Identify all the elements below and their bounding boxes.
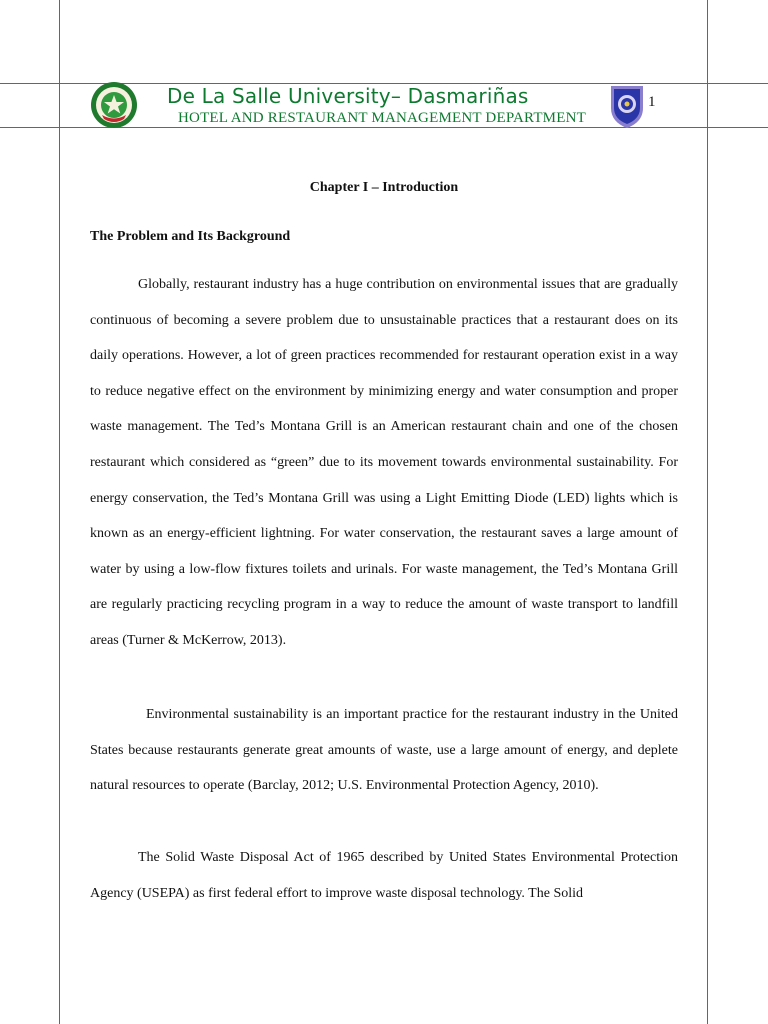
university-name: De La Salle University– Dasmariñas [167,84,529,108]
right-margin-line [707,0,708,1024]
department-shield-icon [608,82,646,130]
body-paragraph-1: Globally, restaurant industry has a huge contribution on environmental issues that are gradually continuous of becoming a severe problem due to unsustainable practices that a restaurant does on its daily operations. However, a lot of green practices recommended for restaurant operation exist in a way to reduce negative effect on the environment by minimizing energy and water consumption and proper waste management. The Ted’s Montana Grill is an American restaurant chain and one of the chosen restaurant which considered as “green” due to its movement towards environmental sustainability. For energy conservation, the Ted’s Montana Grill was using a Light Emitting Diode (LED) lights which is known as an energy-efficient lightning. For water conservation, the restaurant saves a large amount of water by using a low-flow fixtures toilets and urinals. For waste management, the Ted’s Montana Grill are regularly practicing recycling program in a way to reduce the amount of waste transport to landfill areas (Turner & McKerrow, 2013). [90,277,678,648]
section-heading: The Problem and Its Background [90,229,291,244]
page-number: 1 [648,94,656,110]
department-name: HOTEL AND RESTAURANT MANAGEMENT DEPARTMENT [178,110,586,126]
body-paragraph-2: Environmental sustainability is an important practice for the restaurant industry in the United States because restaurants generate great amounts of waste, use a large amount of energy, and deplete natural resources to operate (Barclay, 2012; U.S. Environmental Protection Agency, 2010). [90,707,678,794]
university-seal-icon [89,80,139,130]
body-paragraph-3: The Solid Waste Disposal Act of 1965 described by United States Environmental Protection Agency (USEPA) as first federal effort to improve waste disposal technology. The Solid [90,850,678,901]
chapter-title: Chapter I – Introduction [309,180,459,195]
left-margin-line [59,0,60,1024]
